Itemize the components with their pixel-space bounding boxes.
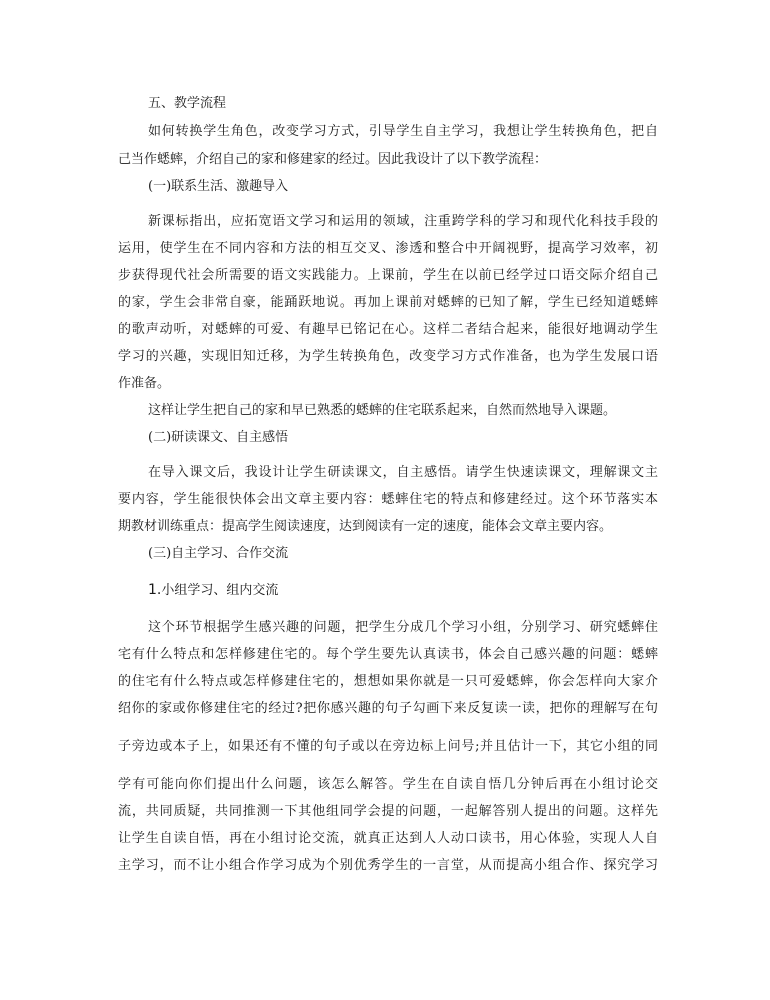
subheading-text: 小组学习、组内交流 (161, 583, 279, 598)
step1-paragraph-line: 运用，使学生在不同内容和方法的相互交叉、渗透和整合中开阔视野，提高学习效率，初 (118, 241, 658, 256)
step1-paragraph-line: 作准备。 (118, 376, 171, 391)
section-title: 五、教学流程 (148, 96, 227, 111)
step2-paragraph-line: 要内容，学生能很快体会出文章主要内容：蟋蟀住宅的特点和修建经过。这个环节落实本 (118, 492, 658, 507)
step3-paragraph-line: 学有可能向你们提出什么问题，该怎么解答。学生在自读自悟几分钟后再在小组讨论交 (118, 777, 658, 792)
step3-paragraph-line: 宅有什么特点和怎样修建住宅的。每个学生要先认真读书，体会自己感兴趣的问题：蟋蟀 (118, 647, 658, 662)
step3-paragraph-line: 子旁边或本子上，如果还有不懂的句子或以在旁边标上问号;并且估计一下，其它小组的同 (118, 739, 658, 754)
step1-paragraph-line: 步获得现代社会所需要的语文实践能力。上课前，学生在以前已经学过口语交际介绍自己 (118, 268, 658, 283)
subheading-number: 1. (148, 582, 162, 598)
step1-heading: (一)联系生活、激趣导入 (148, 179, 289, 194)
step2-heading: (二)研读课文、自主感悟 (148, 430, 289, 445)
step3-heading: (三)自主学习、合作交流 (148, 546, 289, 561)
step3-paragraph-line: 流，共同质疑，共同推测一下其他组同学会提的问题，一起解答别人提出的问题。这样先 (118, 804, 658, 819)
step1-paragraph-line: 的家，学生会非常自豪，能踊跃地说。再加上课前对蟋蟀的已知了解，学生已经知道蟋蟀 (118, 295, 658, 310)
step1-paragraph-line: 的歌声动听，对蟋蟀的可爱、有趣早已铭记在心。这样二者结合起来，能很好地调动学生 (118, 322, 658, 337)
step3-paragraph-line: 绍你的家或你修建住宅的经过?把你感兴趣的句子勾画下来反复读一读，把你的理解写在句 (118, 701, 658, 716)
step1-paragraph2: 这样让学生把自己的家和早已熟悉的蟋蟀的住宅联系起来，自然而然地导入课题。 (148, 403, 617, 418)
step3-paragraph-line: 的住宅有什么特点或怎样修建住宅的，想想如果你就是一只可爱蟋蟀，你会怎样向大家介 (118, 674, 658, 689)
step1-paragraph-line: 学习的兴趣，实现旧知迁移，为学生转换角色，改变学习方式作准备，也为学生发展口语 (118, 349, 658, 364)
intro-line: 如何转换学生角色，改变学习方式，引导学生自主学习，我想让学生转换角色，把自 (148, 124, 658, 139)
step3-paragraph-line: 主学习，而不让小组合作学习成为个别优秀学生的一言堂，从而提高小组合作、探究学习 (118, 858, 658, 873)
step3-paragraph-line: 让学生自读自悟，再在小组讨论交流，就真正达到人人动口读书，用心体验，实现人人自 (118, 831, 658, 846)
intro-line: 己当作蟋蟀，介绍自己的家和修建家的经过。因此我设计了以下教学流程： (118, 152, 548, 167)
step2-paragraph-line: 在导入课文后，我设计让学生研读课文，自主感悟。请学生快速读课文，理解课文主 (148, 465, 658, 480)
step2-paragraph-line: 期教材训练重点：提高学生阅读速度，达到阅读有一定的速度，能体会文章主要内容。 (118, 519, 613, 534)
step3-subheading (148, 581, 278, 600)
step1-paragraph-line: 新课标指出，应拓宽语文学习和运用的领域，注重跨学科的学习和现代化科技手段的 (148, 214, 658, 229)
step3-paragraph-line: 这个环节根据学生感兴趣的问题，把学生分成几个学习小组，分别学习、研究蟋蟀住 (148, 620, 658, 635)
